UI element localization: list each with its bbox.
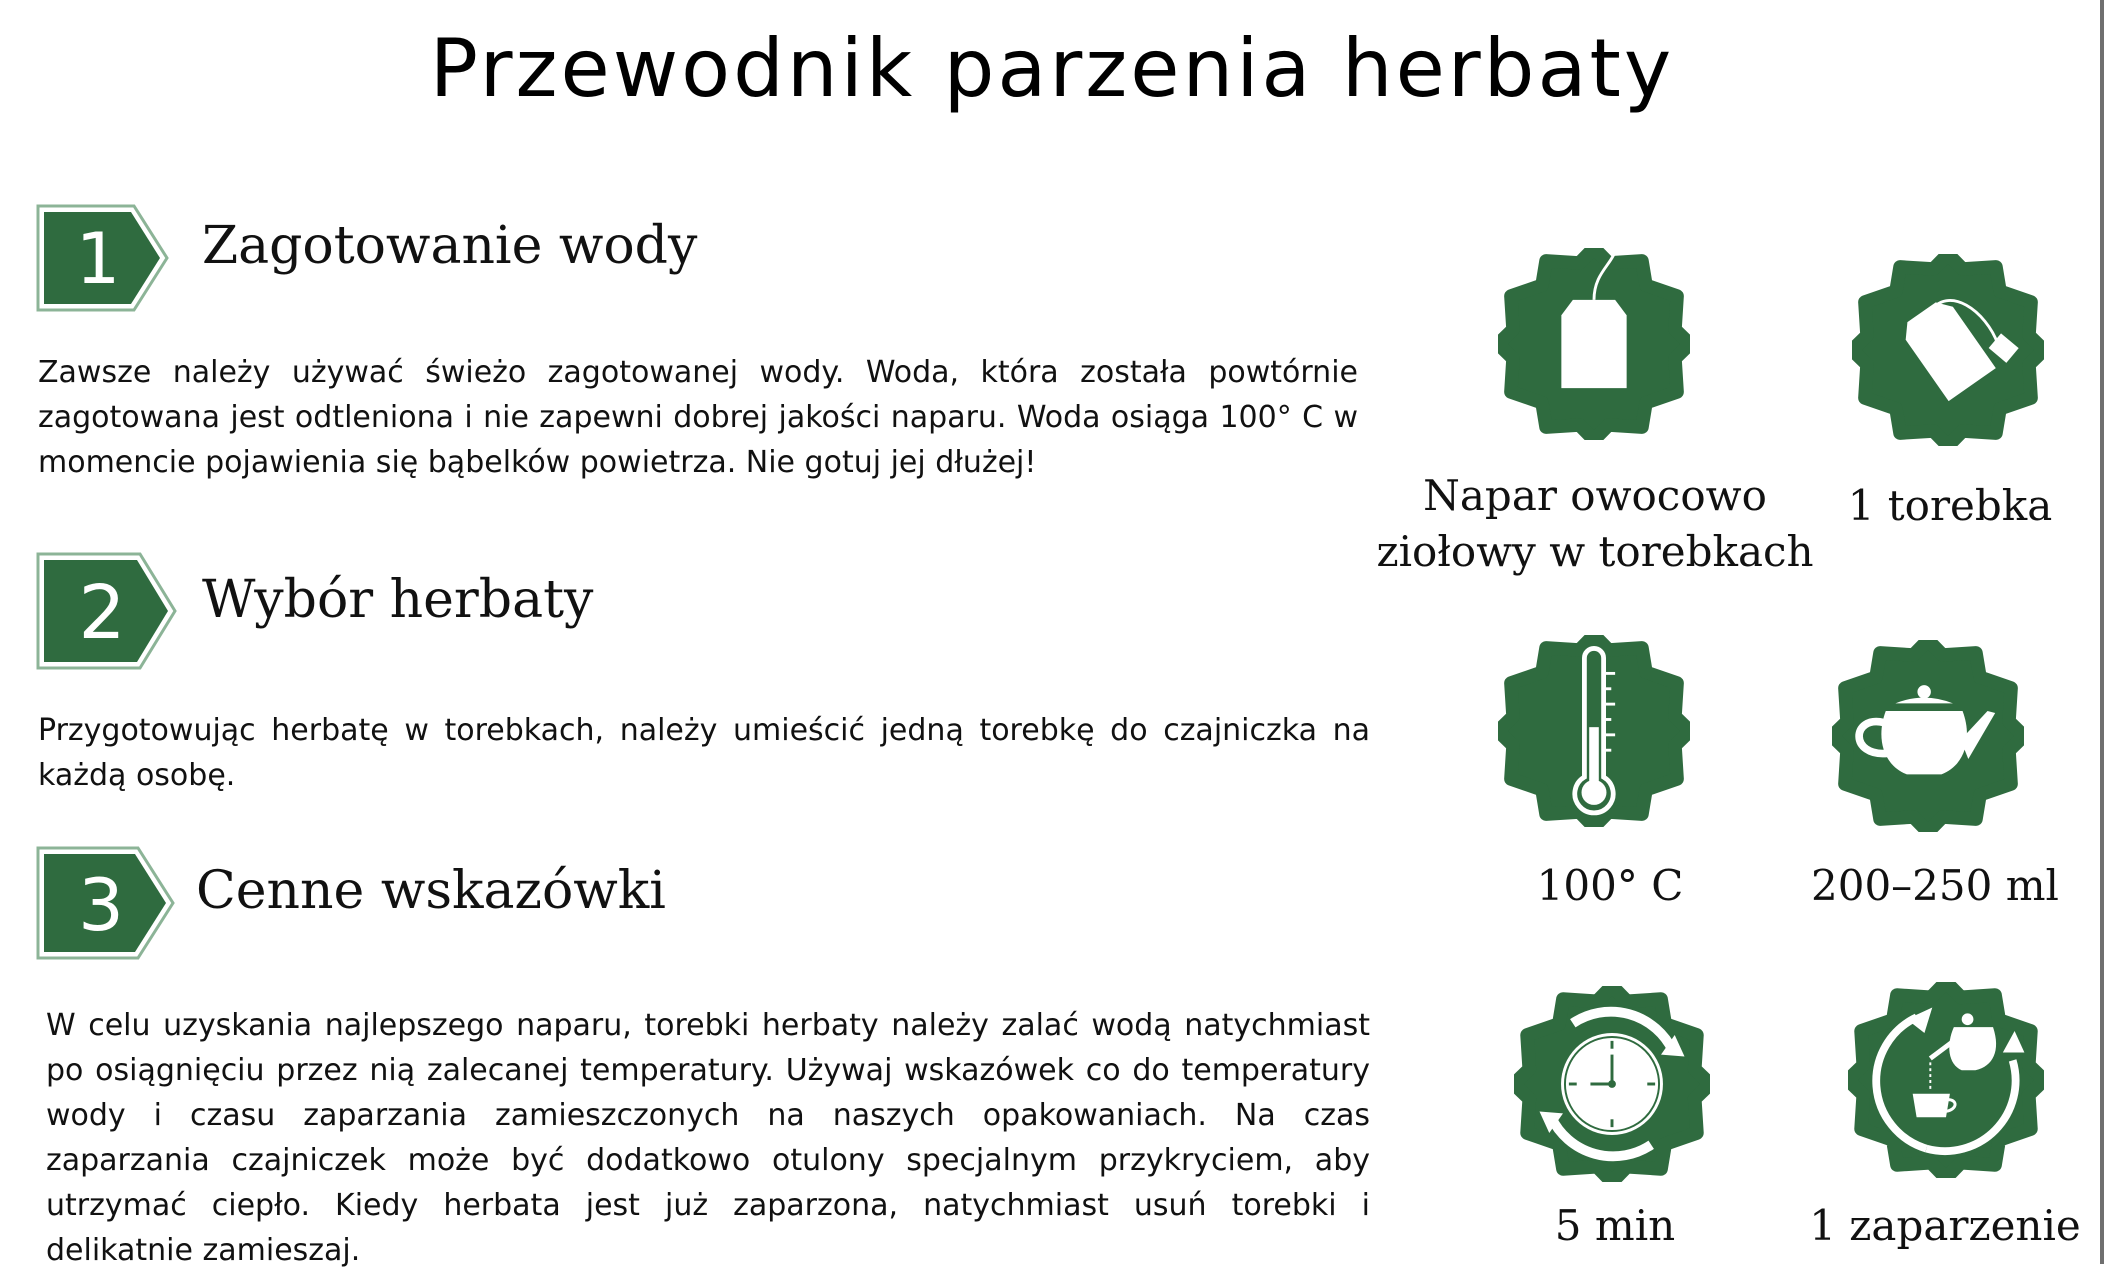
step-3-heading: Cenne wskazówki [196, 861, 666, 921]
info-label-time: 5 min [1554, 1201, 1676, 1250]
page-edge [2100, 0, 2104, 1264]
teapot-icon [1832, 640, 2024, 832]
step-2-heading: Wybór herbaty [202, 570, 594, 630]
step-1-badge [36, 204, 170, 312]
step-1-text: Zawsze należy używać świeżo zagotowanej wody. Woda, która została powtórnie zagotowana jest odtleniona i nie zapewni dobrej jakości naparu. Woda osiąga 100° C w momencie pojawienia się bąbelków powietrza. Nie gotuj jej dłużej! [38, 355, 1358, 480]
brew-cycle-icon [1848, 982, 2044, 1178]
tea-bag-icon [1498, 248, 1690, 440]
info-label-tea-type [1340, 468, 1850, 580]
info-label-infusions: 1 zaparzenie [1809, 1201, 2081, 1250]
step-2-text: Przygotowując herbatę w torebkach, należy umieścić jedną torebkę do czajniczka na każdą osobę. [38, 713, 1370, 793]
info-label-bags: 1 torebka [1847, 481, 2053, 530]
info-label-tea-type-line2: ziołowy w torebkach [1376, 527, 1814, 576]
step-3-badge [36, 846, 176, 960]
step-1-heading: Zagotowanie wody [202, 216, 698, 276]
step-3-number: 3 [78, 863, 124, 947]
info-label-tea-type-line1: Napar owocowo [1423, 471, 1767, 520]
info-label-volume: 200–250 ml [1811, 861, 2059, 910]
page-title: Przewodnik parzenia herbaty [429, 22, 1675, 115]
step-2-number: 2 [78, 570, 126, 656]
step-1-number: 1 [75, 218, 121, 300]
step-2-badge [36, 552, 178, 670]
clock-icon [1514, 986, 1710, 1182]
single-tea-bag-icon [1852, 254, 2044, 446]
info-label-temperature: 100° C [1536, 861, 1684, 910]
thermometer-icon [1498, 635, 1690, 827]
step-3-text: W celu uzyskania najlepszego naparu, torebki herbaty należy zalać wodą natychmiast po osiągnięciu przez nią zalecanej temperatury. Używaj wskazówek co do temperatury wody i czasu zaparzania zamieszczonych na naszych opakowaniach. Na czas zaparzania czajniczek może być dodatkowo otulony specjalnym przykryciem, aby utrzymać ciepło. Kiedy herbata jest już zaparzona, natychmiast usuń torebki i delikatnie zamieszaj. [46, 1008, 1370, 1268]
